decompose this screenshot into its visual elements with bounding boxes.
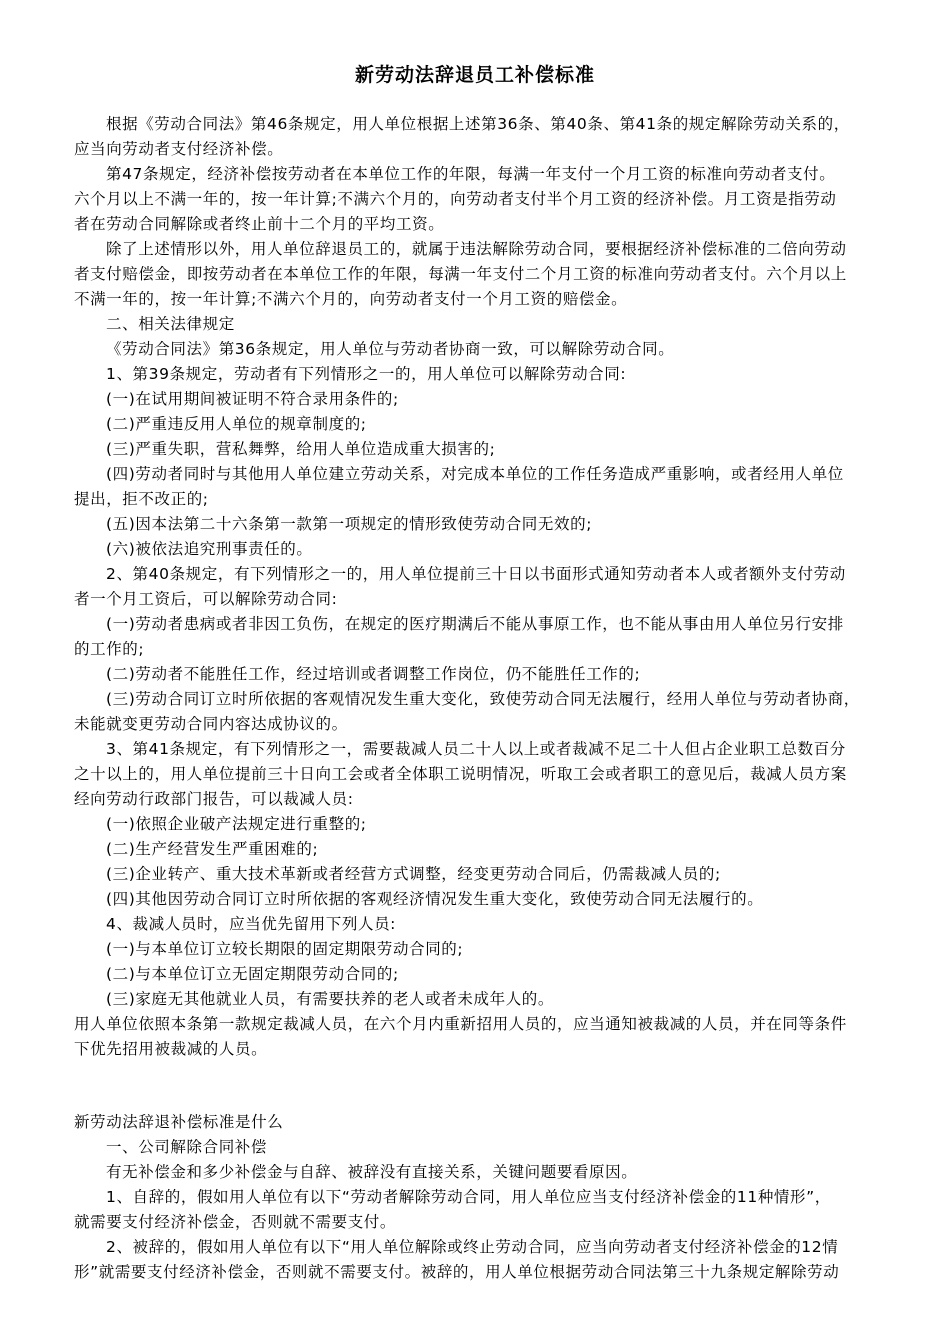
text-line: (一)依照企业破产法规定进行重整的; [106,815,367,833]
text-line: 六个月以上不满一年的，按一年计算;不满六个月的，向劳动者支付半个月工资的经济补偿。月工资是指劳动 [74,190,837,208]
text-line: 之十以上的，用人单位提前三十日向工会或者全体职工说明情况，听取工会或者职工的意见后，裁减人员方案 [74,765,847,783]
text-line: 不满一年的，按一年计算;不满六个月的，向劳动者支付一个月工资的赔偿金。 [74,290,628,308]
text-line: 应当向劳动者支付经济补偿。 [74,140,284,158]
text-line: 未能就变更劳动合同内容达成协议的。 [74,715,348,733]
text-line: (二)劳动者不能胜任工作，经过培训或者调整工作岗位，仍不能胜任工作的; [106,665,641,683]
text-line: (二)与本单位订立无固定期限劳动合同的; [106,965,399,983]
text-line: 除了上述情形以外，用人单位辞退员工的，就属于违法解除劳动合同，要根据经济补偿标准的二倍向劳动 [106,240,847,258]
text-line: 3、第41条规定，有下列情形之一，需要裁减人员二十人以上或者裁减不足二十人但占企业职工总数百分 [106,740,846,758]
text-line: 有无补偿金和多少补偿金与自辞、被辞没有直接关系，关键问题要看原因。 [106,1163,638,1181]
text-line: (三)劳动合同订立时所依据的客观情况发生重大变化，致使劳动合同无法履行，经用人单位与劳动者协商， [106,690,860,708]
text-line: (六)被依法追究刑事责任的。 [106,540,313,558]
text-line: 1、第39条规定，劳动者有下列情形之一的，用人单位可以解除劳动合同: [106,365,627,383]
text-line: 根据《劳动合同法》第46条规定，用人单位根据上述第36条、第40条、第41条的规定解除劳动关系的， [106,115,850,133]
text-line: 者支付赔偿金，即按劳动者在本单位工作的年限，每满一年支付二个月工资的标准向劳动者支付。六个月以上 [74,265,847,283]
text-line: (三)严重失职，营私舞弊，给用人单位造成重大损害的; [106,440,496,458]
text-line: 者在劳动合同解除或者终止前十二个月的平均工资。 [74,215,445,233]
text-line: (一)在试用期间被证明不符合录用条件的; [106,390,399,408]
section-heading: 二、相关法律规定 [106,315,235,333]
text-line: (三)企业转产、重大技术革新或者经营方式调整，经变更劳动合同后，仍需裁减人员的; [106,865,721,883]
text-line: 2、被辞的，假如用人单位有以下“用人单位解除或终止劳动合同，应当向劳动者支付经济补偿金的12情 [106,1238,839,1256]
text-line: (一)劳动者患病或者非因工负伤，在规定的医疗期满后不能从事原工作，也不能从事由用人单位另行安排 [106,615,844,633]
text-line: 1、自辞的，假如用人单位有以下“劳动者解除劳动合同，用人单位应当支付经济补偿金的11种情形”， [106,1188,831,1206]
section-title: 新劳动法辞退补偿标准是什么 [74,1113,284,1131]
text-line: 《劳动合同法》第36条规定，用人单位与劳动者协商一致，可以解除劳动合同。 [106,340,675,358]
text-line: 用人单位依照本条第一款规定裁减人员，在六个月内重新招用人员的，应当通知被裁减的人员，并在同等条件 [74,1015,847,1033]
text-line: (四)劳动者同时与其他用人单位建立劳动关系，对完成本单位的工作任务造成严重影响，或者经用人单位 [106,465,844,483]
text-line: 者一个月工资后，可以解除劳动合同: [74,590,338,608]
text-line: 第47条规定，经济补偿按劳动者在本单位工作的年限，每满一年支付一个月工资的标准向劳动者支付。 [106,165,836,183]
text-line: 经向劳动行政部门报告，可以裁减人员: [74,790,354,808]
text-line: 就需要支付经济补偿金，否则就不需要支付。 [74,1213,397,1231]
section-heading: 一、公司解除合同补偿 [106,1138,268,1156]
document-title: 新劳动法辞退员工补偿标准 [354,64,595,86]
text-line: 下优先招用被裁减的人员。 [74,1040,268,1058]
text-line: (四)其他因劳动合同订立时所依据的客观经济情况发生重大变化，致使劳动合同无法履行的。 [106,890,764,908]
text-line: 4、裁减人员时，应当优先留用下列人员: [106,915,396,933]
text-line: 2、第40条规定，有下列情形之一的，用人单位提前三十日以书面形式通知劳动者本人或者额外支付劳动 [106,565,846,583]
text-line: (五)因本法第二十六条第一款第一项规定的情形致使劳动合同无效的; [106,515,593,533]
text-line: 提出，拒不改正的; [74,490,209,508]
text-line: (二)严重违反用人单位的规章制度的; [106,415,367,433]
text-line: (一)与本单位订立较长期限的固定期限劳动合同的; [106,940,464,958]
text-line: (三)家庭无其他就业人员，有需要扶养的老人或者未成年人的。 [106,990,554,1008]
text-line: 的工作的; [74,640,145,658]
text-line: (二)生产经营发生严重困难的; [106,840,319,858]
text-line: 形”就需要支付经济补偿金，否则就不需要支付。被辞的，用人单位根据劳动合同法第三十九条规定解除劳动 [74,1263,840,1281]
